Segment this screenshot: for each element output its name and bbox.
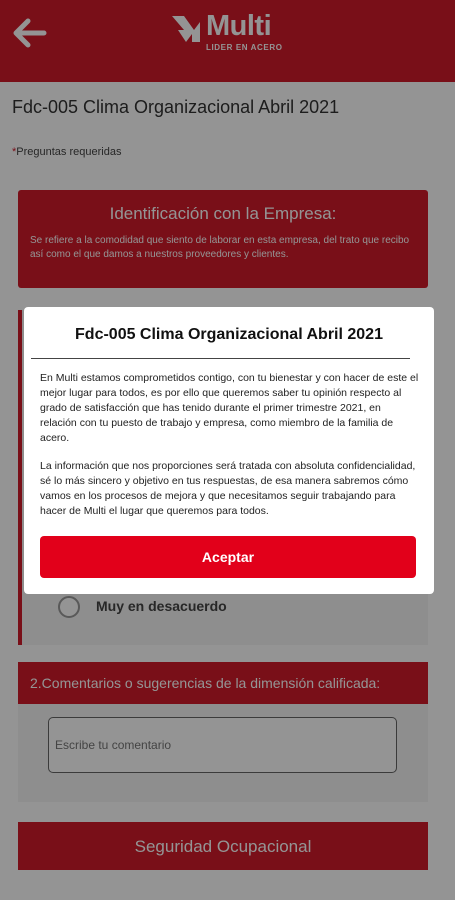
logo-wordmark: Multi	[206, 10, 272, 42]
form-title: Fdc-005 Clima Organizacional Abril 2021	[12, 97, 340, 117]
section-description: Se refiere a la comodidad que siento de laborar en esta empresa, del trato que recibo así como el que damos a nuestros proveedores y clientes.	[30, 235, 410, 260]
required-marker: *	[12, 146, 17, 158]
section-title: Identificación con la Empresa:	[109, 204, 337, 223]
next-section-title: Seguridad Ocupacional	[134, 837, 312, 856]
accept-button[interactable]: Aceptar	[40, 536, 416, 578]
required-note-text: Preguntas requeridas	[16, 146, 122, 158]
dialog-divider	[31, 358, 410, 359]
radio-label: Muy en desacuerdo	[96, 598, 227, 614]
dialog-paragraph-1: En Multi estamos comprometidos contigo, con tu bienestar y con hacer de este el mejor lugar para todos, es por ello que queremos saber tu opinión respecto al grado de satisfacción que has tenido durante el primer trimestre 2021, en relación con tu puesto de trabajo y empresa, como miembro de la familia de acero.	[40, 372, 419, 444]
comments-header-label: 2.Comentarios o sugerencias de la dimensión calificada:	[30, 675, 381, 691]
dialog-paragraph-2: La información que nos proporciones será tratada con absoluta confidencialidad, sé lo más sincero y objetivo en tus respuestas, de esa manera sabremos cómo vamos en los procesos de mejora y que necesitamos seguir trabajando para hacer de Multi el lugar que queremos para todos.	[40, 460, 416, 517]
logo-tagline: LIDER EN ACERO	[206, 43, 283, 52]
dialog-title: Fdc-005 Clima Organizacional Abril 2021	[75, 326, 383, 343]
intro-dialog	[24, 307, 434, 594]
